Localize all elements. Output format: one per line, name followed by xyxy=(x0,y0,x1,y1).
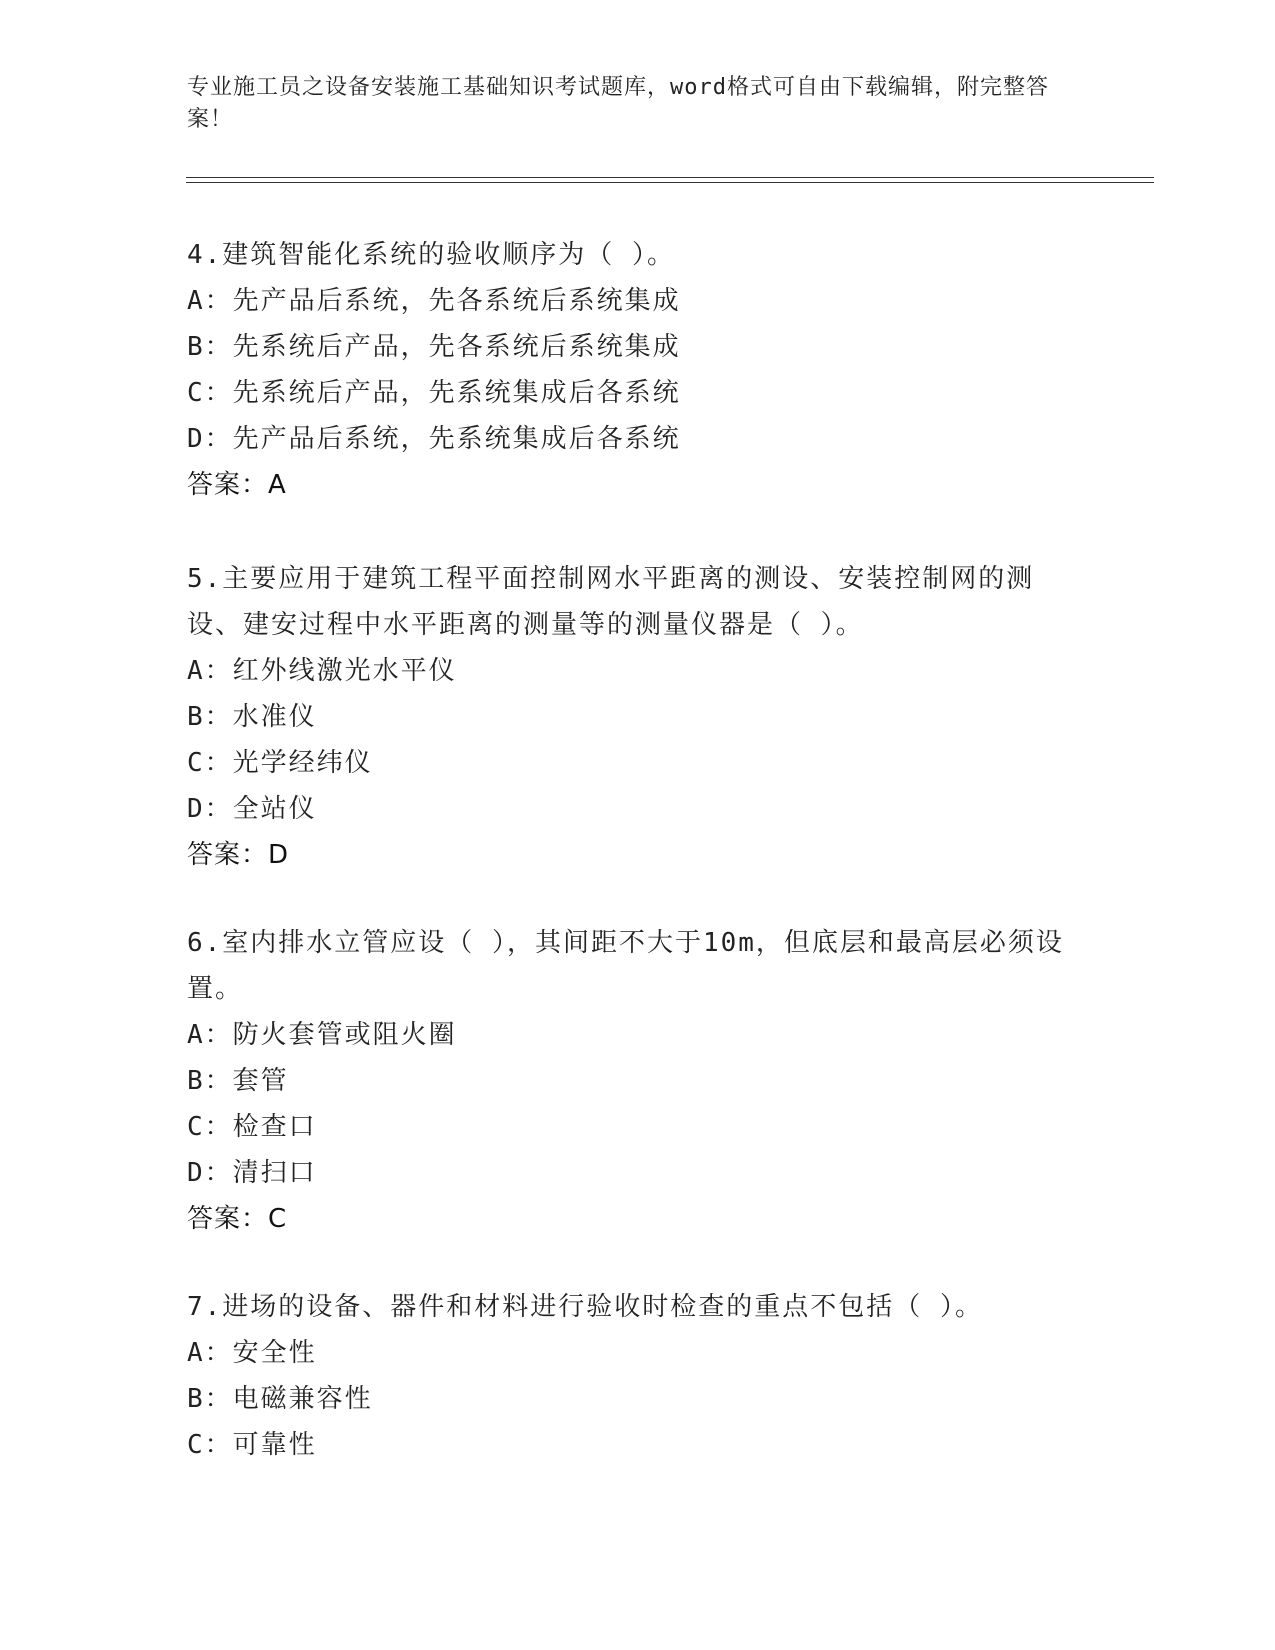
option-c: C：先系统后产品，先系统集成后各系统 xyxy=(187,378,681,408)
answer: 答案：C xyxy=(187,1204,288,1234)
question-5 xyxy=(187,556,1087,878)
header-divider-top xyxy=(186,177,1154,178)
option-a: A：防火套管或阻火圈 xyxy=(187,1020,457,1050)
option-d: D：清扫口 xyxy=(187,1158,317,1188)
answer: 答案：A xyxy=(187,470,287,500)
question-7 xyxy=(187,1284,1087,1468)
option-b: B：电磁兼容性 xyxy=(187,1384,373,1414)
option-c: C：检查口 xyxy=(187,1112,317,1142)
document-header: 专业施工员之设备安装施工基础知识考试题库，word格式可自由下载编辑，附完整答案！ xyxy=(187,75,1049,132)
question-6 xyxy=(187,920,1087,1242)
header-divider-bottom xyxy=(186,182,1154,183)
option-b: B：先系统后产品，先各系统后系统集成 xyxy=(187,332,681,362)
option-a: A：红外线激光水平仪 xyxy=(187,656,457,686)
option-b: B：水准仪 xyxy=(187,702,317,732)
question-text: 5.主要应用于建筑工程平面控制网水平距离的测设、安装控制网的测设、建安过程中水平距离的测量等的测量仪器是（ ）。 xyxy=(187,564,1035,640)
option-c: C：可靠性 xyxy=(187,1430,317,1460)
option-d: D：先产品后系统，先系统集成后各系统 xyxy=(187,424,681,454)
answer: 答案：D xyxy=(187,840,290,870)
question-text: 6.室内排水立管应设（ ），其间距不大于10m，但底层和最高层必须设置。 xyxy=(187,928,1064,1004)
option-a: A：安全性 xyxy=(187,1338,317,1368)
question-4 xyxy=(187,232,1087,508)
option-d: D：全站仪 xyxy=(187,794,317,824)
option-b: B：套管 xyxy=(187,1066,289,1096)
question-text: 7.进场的设备、器件和材料进行验收时检查的重点不包括（ ）。 xyxy=(187,1292,983,1322)
option-a: A：先产品后系统，先各系统后系统集成 xyxy=(187,286,681,316)
option-c: C：光学经纬仪 xyxy=(187,748,373,778)
question-text: 4.建筑智能化系统的验收顺序为（ ）。 xyxy=(187,240,675,270)
